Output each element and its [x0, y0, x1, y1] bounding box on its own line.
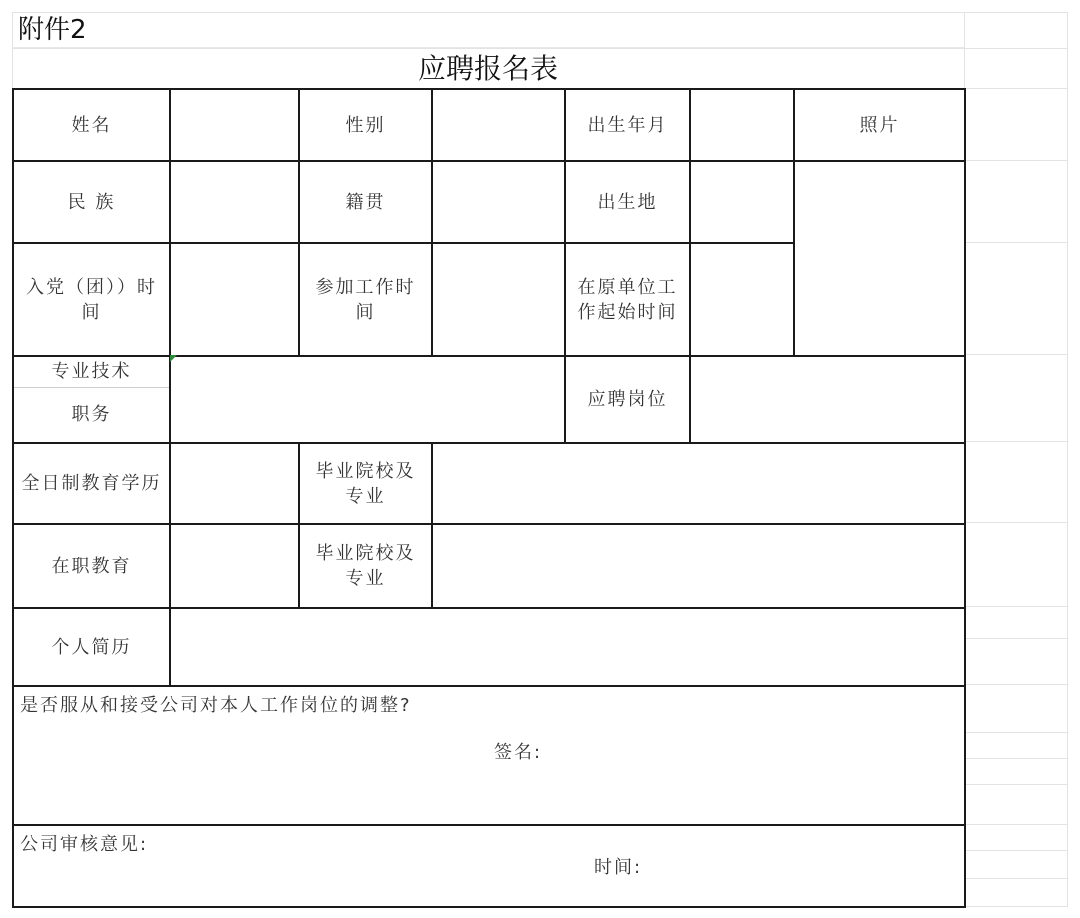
field-birthplace[interactable]	[690, 161, 794, 243]
form-title: 应聘报名表	[12, 50, 964, 89]
attachment-label: 附件2	[12, 12, 964, 48]
label-name: 姓名	[13, 89, 170, 161]
field-fulltime-education[interactable]	[170, 443, 299, 524]
signature-label: 签名:	[494, 742, 543, 763]
label-birth-date: 出生年月	[565, 89, 690, 161]
field-ethnicity[interactable]	[170, 161, 299, 243]
label-inservice-school-major: 毕业院校及专业	[299, 524, 432, 608]
label-native-place: 籍贯	[299, 161, 432, 243]
field-birth-date[interactable]	[690, 89, 794, 161]
field-applied-position[interactable]	[690, 356, 965, 443]
label-birthplace: 出生地	[565, 161, 690, 243]
company-review-label: 公司审核意见:	[20, 834, 149, 855]
label-tech-title-bottom: 职务	[71, 404, 112, 425]
field-gender[interactable]	[432, 89, 565, 161]
label-inservice-education: 在职教育	[13, 524, 170, 608]
label-tech-title-top: 专业技术	[14, 357, 169, 388]
field-work-start-time[interactable]	[432, 243, 565, 356]
field-tech-title[interactable]	[170, 356, 565, 443]
label-party-join-time: 入党（团））时间	[13, 243, 170, 356]
label-fulltime-school-major: 毕业院校及专业	[299, 443, 432, 524]
label-work-start-time: 参加工作时间	[299, 243, 432, 356]
label-unit-start-time: 在原单位工作起始时间	[565, 243, 690, 356]
label-photo: 照片	[794, 89, 965, 161]
adjustment-consent-cell[interactable]	[13, 686, 965, 825]
adjustment-question: 是否服从和接受公司对本人工作岗位的调整?	[20, 695, 412, 716]
field-native-place[interactable]	[432, 161, 565, 243]
field-name[interactable]	[170, 89, 299, 161]
label-fulltime-education: 全日制教育学历	[13, 443, 170, 524]
field-resume[interactable]	[170, 608, 965, 686]
field-unit-start-time[interactable]	[690, 243, 794, 356]
review-time-label: 时间:	[594, 857, 643, 878]
company-review-cell[interactable]	[13, 825, 965, 907]
cell-comment-marker	[170, 355, 177, 362]
application-form	[12, 88, 966, 908]
field-inservice-school-major[interactable]	[432, 524, 965, 608]
label-ethnicity: 民 族	[13, 161, 170, 243]
field-inservice-education[interactable]	[170, 524, 299, 608]
label-gender: 性别	[299, 89, 432, 161]
label-tech-title	[13, 356, 170, 443]
field-party-join-time[interactable]	[170, 243, 299, 356]
photo-area[interactable]	[794, 161, 965, 356]
label-resume: 个人简历	[13, 608, 170, 686]
label-applied-position: 应聘岗位	[565, 356, 690, 443]
field-fulltime-school-major[interactable]	[432, 443, 965, 524]
